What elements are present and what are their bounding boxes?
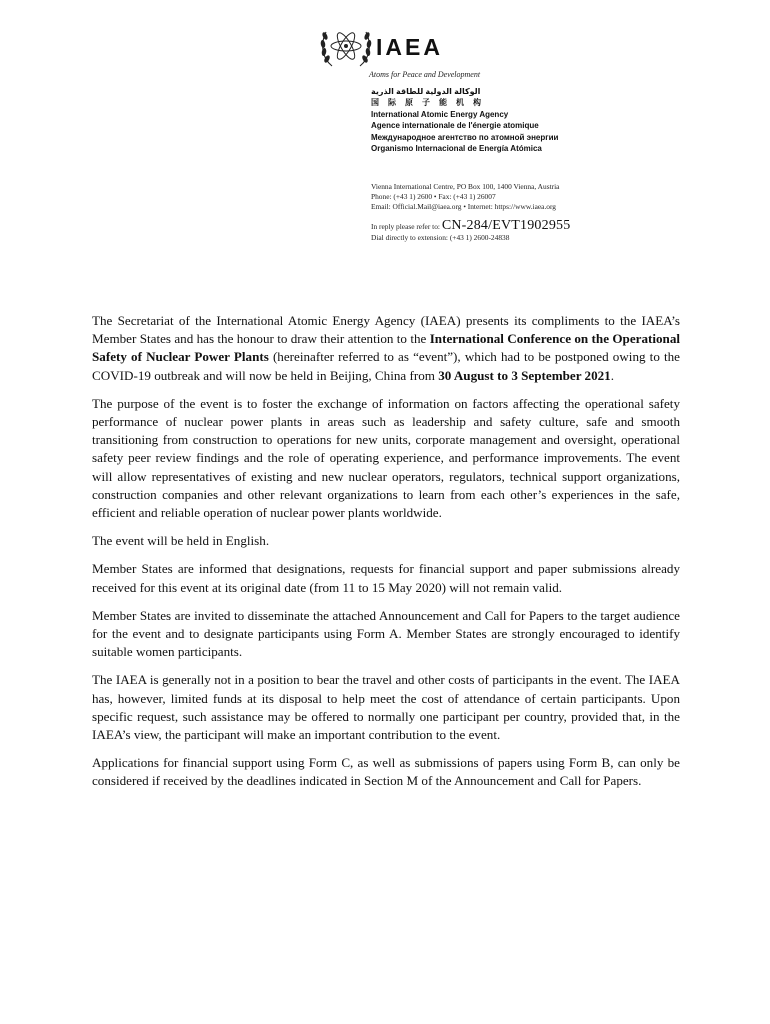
paragraph-3: The event will be held in English.	[92, 533, 270, 549]
agency-name-french: Agence internationale de l'énergie atomique	[371, 121, 539, 131]
atom-laurel-icon	[318, 22, 374, 72]
agency-name-russian: Международное агентство по атомной энергии	[371, 132, 559, 142]
paragraph-2: The purpose of the event is to foster the exchange of information on factors affecting the operational safety performance of nuclear power plants in areas such as leadership and safety culture, safe and smooth transitioning from construction to operations for new units, corporate management and oversight, operational safety peer review findings and the role of operating experience, and performance improvements. The event will allow representatives of existing and new nuclear operators, regulators, technical support organizations, construction companies and other relevant organizations to learn from each other’s experiences in the safe, efficient and reliable operation of nuclear power plants worldwide.	[92, 395, 680, 521]
agency-name-arabic: الوكالة الدولية للطاقة الذرية	[371, 87, 481, 96]
email-line: Email: Official.Mail@iaea.org • Internet: https://www.iaea.org	[371, 202, 557, 212]
agency-name-spanish: Organismo Internacional de Energía Atómica	[371, 144, 542, 154]
agency-name-english: International Atomic Energy Agency	[371, 109, 509, 119]
paragraph-1	[92, 312, 680, 385]
address-line: Vienna International Centre, PO Box 100, 1400 Vienna, Austria	[371, 182, 560, 191]
agency-name-chinese: 国际原子能机构	[371, 98, 490, 108]
iaea-logo	[318, 22, 518, 76]
event-dates: 30 August to 3 September 2021	[438, 367, 611, 383]
paragraph-4: Member States are informed that designations, requests for financial support and paper submissions already received for this event at its original date (from 11 to 15 May 2020) will not remain valid.	[92, 561, 680, 595]
paragraph-7: Applications for financial support using Form C, as well as submissions of papers using Form B, can only be considered if received by the deadlines indicated in Section M of the Announcement and Call for Papers.	[92, 755, 680, 789]
address-block	[371, 182, 671, 213]
reply-prefix: In reply please refer to:	[371, 222, 440, 231]
motto: Atoms for Peace and Development	[369, 70, 481, 79]
logo-wordmark: IAEA	[376, 34, 443, 60]
paragraph-5: Member States are invited to disseminate the attached Announcement and Call for Papers to the target audience for the event and to designate participants using Form A. Member States are strongly encouraged to identify suitable women participants.	[92, 607, 680, 660]
extension-line: Dial directly to extension: (+43 1) 2600-24838	[371, 233, 510, 242]
agency-names	[371, 86, 671, 154]
p1-text-a: The Secretariat of the International Atomic Energy Agency (IAEA) presents its compliments to the IAEA’s Member States and has the honour to draw their attention to the	[92, 313, 680, 347]
contact-line: Phone: (+43 1) 2600 • Fax: (+43 1) 26007	[371, 192, 496, 202]
reference-number: CN-284/EVT1902955	[441, 218, 571, 233]
p1-text-c: (hereinafter referred to as “event”), which had to be postponed owing to the COVID-19 outbreak and will now be held in Beijing, China from	[92, 349, 680, 383]
event-title: International Conference on the Operational Safety of Nuclear Power Plants	[92, 331, 681, 365]
p1-text-e: .	[610, 367, 615, 383]
paragraph-6: The IAEA is generally not in a position to bear the travel and other costs of participants in the event. The IAEA has, however, limited funds at its disposal to help meet the cost of attendance of certain participants. Upon specific request, such assistance may be offered to normally one participant per country, provided that, in the IAEA’s view, the participant will make an important contribution to the event.	[92, 672, 680, 743]
letter-body	[92, 312, 680, 801]
reply-reference-block	[371, 218, 691, 243]
